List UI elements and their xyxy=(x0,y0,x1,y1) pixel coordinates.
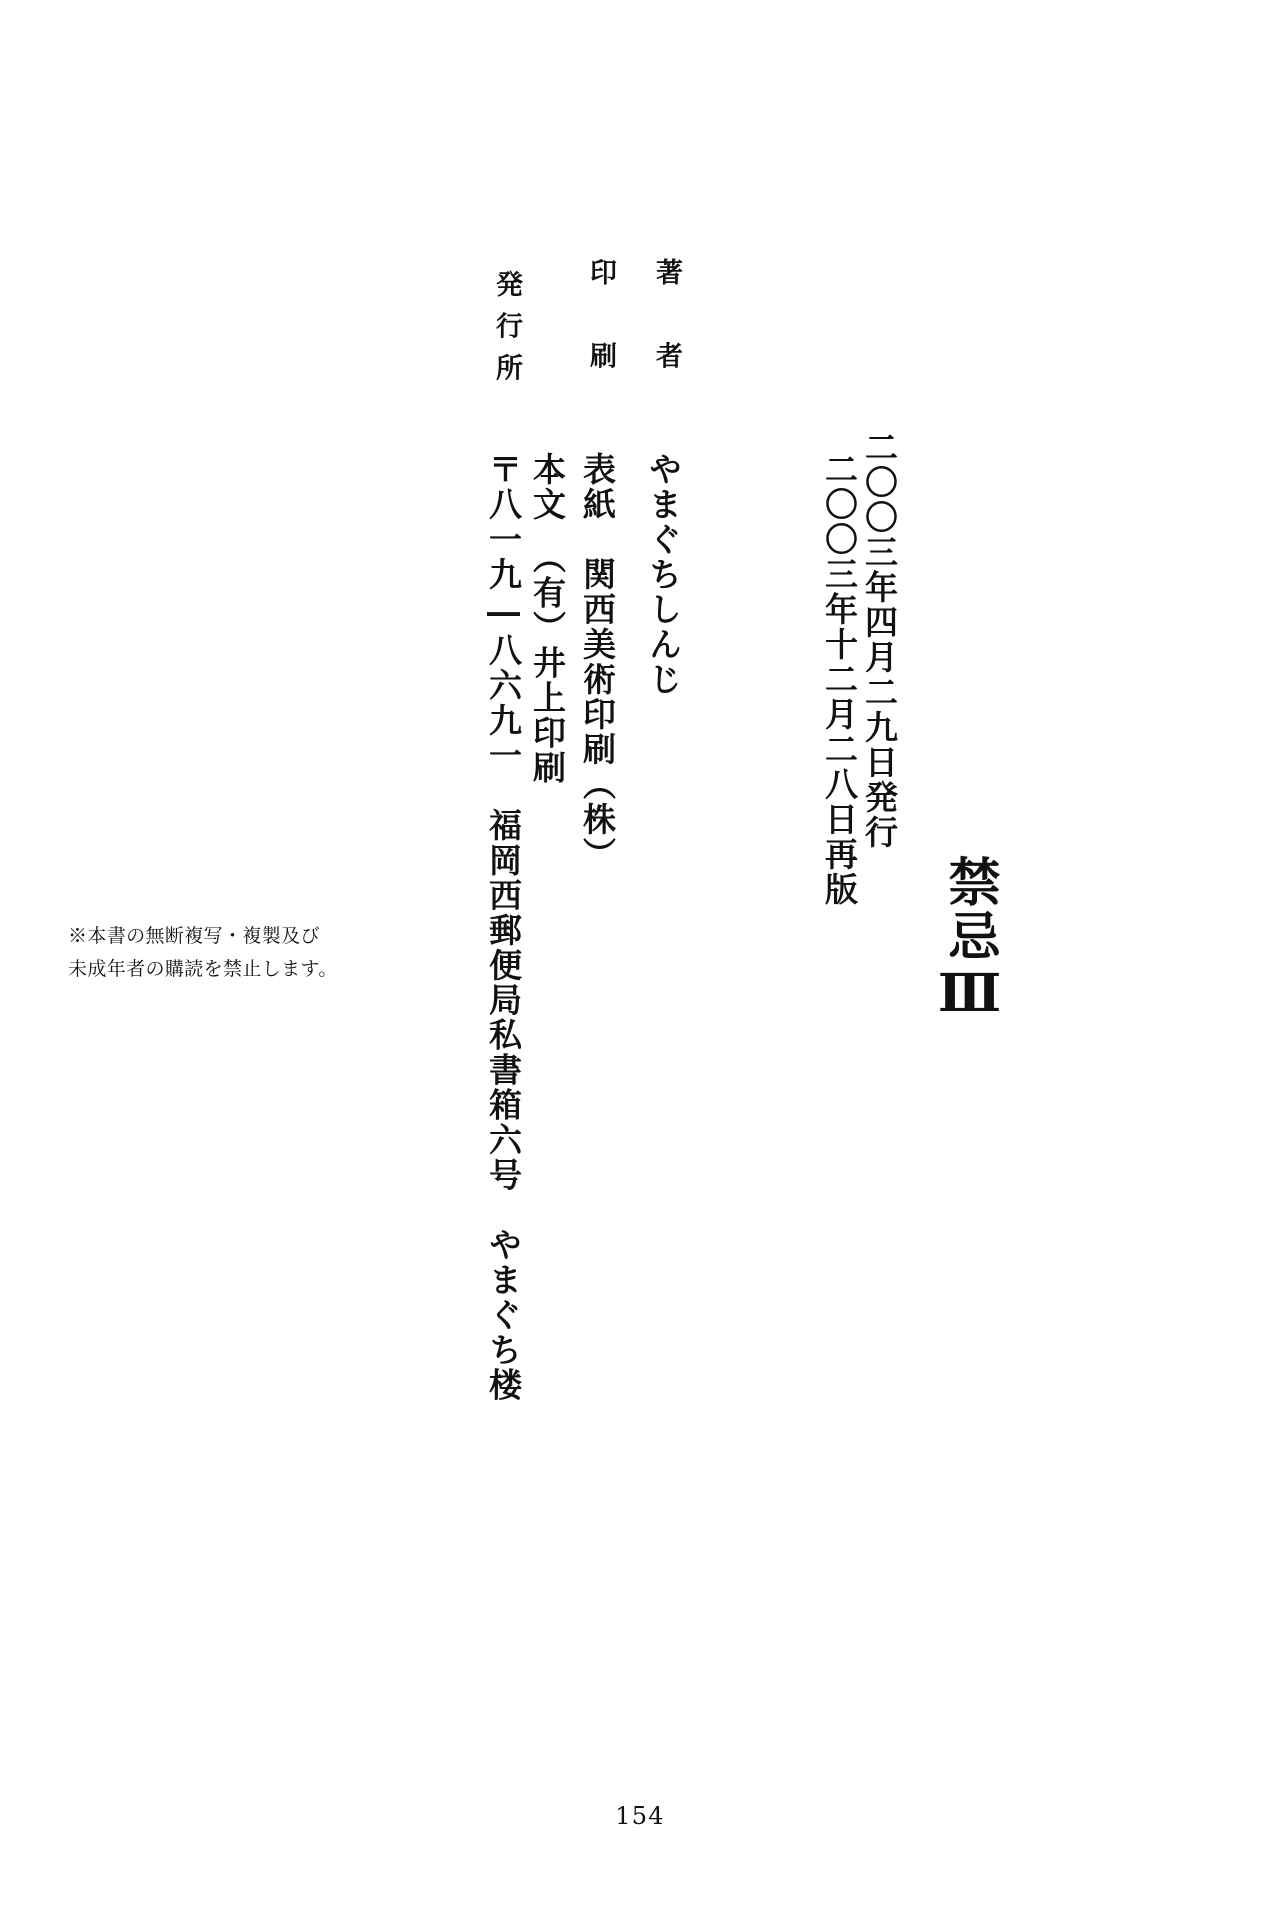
author-value: やまぐちしんじ xyxy=(644,452,683,697)
author-label: 著 者 xyxy=(651,258,682,384)
page-number: 154 xyxy=(615,1802,665,1830)
page-title: 禁忌Ⅲ xyxy=(939,855,1000,1027)
printer-body-value: 本文 （有）井上印刷 xyxy=(528,452,567,786)
copyright-notice xyxy=(68,920,338,987)
publication-date-first-edition: 二〇〇三年四月二九日発行 xyxy=(860,430,899,850)
publisher-value: 〒八一九―八六九一 福岡西郵便局私書箱六号 やまぐち楼 xyxy=(484,452,523,1403)
printer-label: 印 刷 xyxy=(585,258,616,384)
copyright-notice-line-1: ※本書の無断複写・複製及び xyxy=(68,925,320,947)
printer-cover-value: 表紙 関西美術印刷（株） xyxy=(578,452,617,872)
publication-date-reprint: 二〇〇三年十二月二八日再版 xyxy=(820,452,859,907)
copyright-notice-line-2: 未成年者の購読を禁止します。 xyxy=(68,958,338,981)
publisher-label: 発行所 xyxy=(491,270,522,396)
